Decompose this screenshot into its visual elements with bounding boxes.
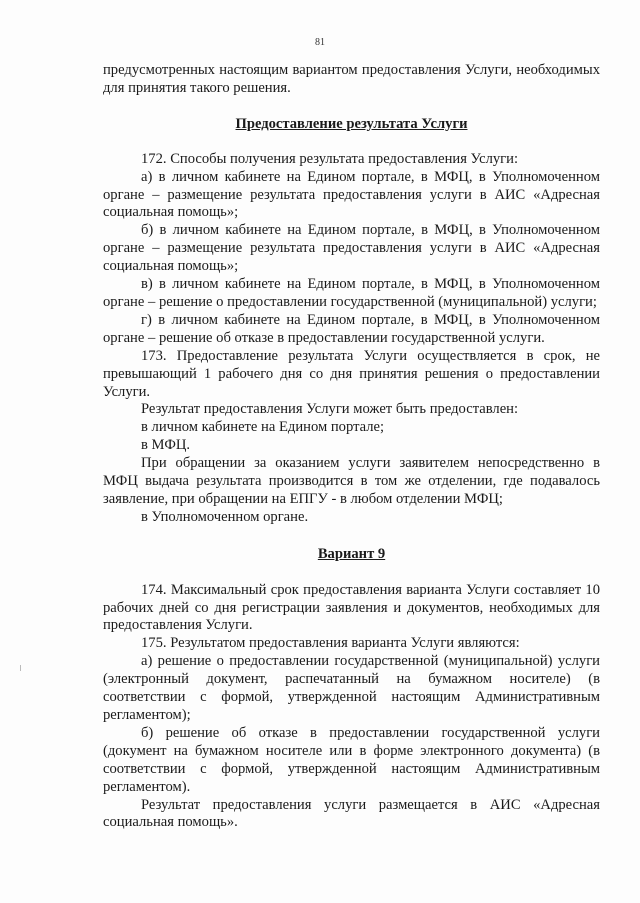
paragraph-continuation: предусмотренных настоящим вариантом предоставления Услуги, необходимых для принятия такого решения.	[103, 62, 600, 96]
paragraph-172-v: в) в личном кабинете на Едином портале, в МФЦ, в Уполномоченном органе – решение о предоставлении государственной (муниципальной) услуги;	[103, 276, 600, 310]
paragraph-175-a: а) решение о предоставлении государственной (муниципальной) услуги (электронный документ, распечатанный на бумажном носителе) (в соответствии с формой, утвержденной настоящим Административным регламентом);	[103, 653, 600, 723]
paragraph-172-a: а) в личном кабинете на Едином портале, в МФЦ, в Уполномоченном органе – размещение результата предоставления услуги в АИС «Адресная социальная помощь»;	[103, 168, 600, 221]
paragraph-175-b: б) решение об отказе в предоставлении государственной услуги (документ на бумажном носителе или в форме электронного документа) (в соответствии с формой, утвержденной настоящим Административным регламентом).	[103, 724, 600, 795]
list-item-portal: в личном кабинете на Едином портале;	[141, 419, 385, 436]
paragraph-172-g: г) в личном кабинете на Едином портале, в МФЦ, в Уполномоченном органе – решение об отказе в предоставлении государственной услуги.	[103, 311, 600, 346]
section-heading-variant-9: Вариант 9	[317, 545, 386, 562]
scan-margin-mark	[20, 665, 21, 671]
document-body	[103, 62, 600, 832]
paragraph-173: 173. Предоставление результата Услуги осуществляется в срок, не превышающий 1 рабочего дня со дня принятия решения о предоставлении Услуги.	[103, 347, 600, 400]
section-heading-result: Предоставление результата Услуги	[235, 115, 468, 132]
paragraph-mfc-issuance: При обращении за оказанием услуги заявителем непосредственно в МФЦ выдача результата производится в том же отделении, где подавалось заявление, при обращении на ЕПГУ - в любом отделении МФЦ;	[103, 455, 600, 507]
paragraph-result-ways: Результат предоставления Услуги может быть предоставлен:	[141, 401, 519, 418]
paragraph-174: 174. Максимальный срок предоставления варианта Услуги составляет 10 рабочих дней со дня регистрации заявления и документов, необходимых для предоставления Услуги.	[103, 581, 600, 634]
paragraph-result-placement: Результат предоставления услуги размещается в АИС «Адресная социальная помощь».	[103, 796, 600, 831]
list-item-authority: в Уполномоченном органе.	[141, 508, 309, 525]
page-number: 81	[315, 37, 325, 48]
list-item-mfc: в МФЦ.	[141, 437, 191, 454]
paragraph-172: 172. Способы получения результата предоставления Услуги:	[141, 150, 519, 167]
paragraph-175: 175. Результатом предоставления варианта Услуги являются:	[141, 635, 520, 652]
paragraph-172-b: б) в личном кабинете на Едином портале, в МФЦ, в Уполномоченном органе – размещение результата предоставления услуги в АИС «Адресная социальная помощь»;	[103, 222, 600, 275]
